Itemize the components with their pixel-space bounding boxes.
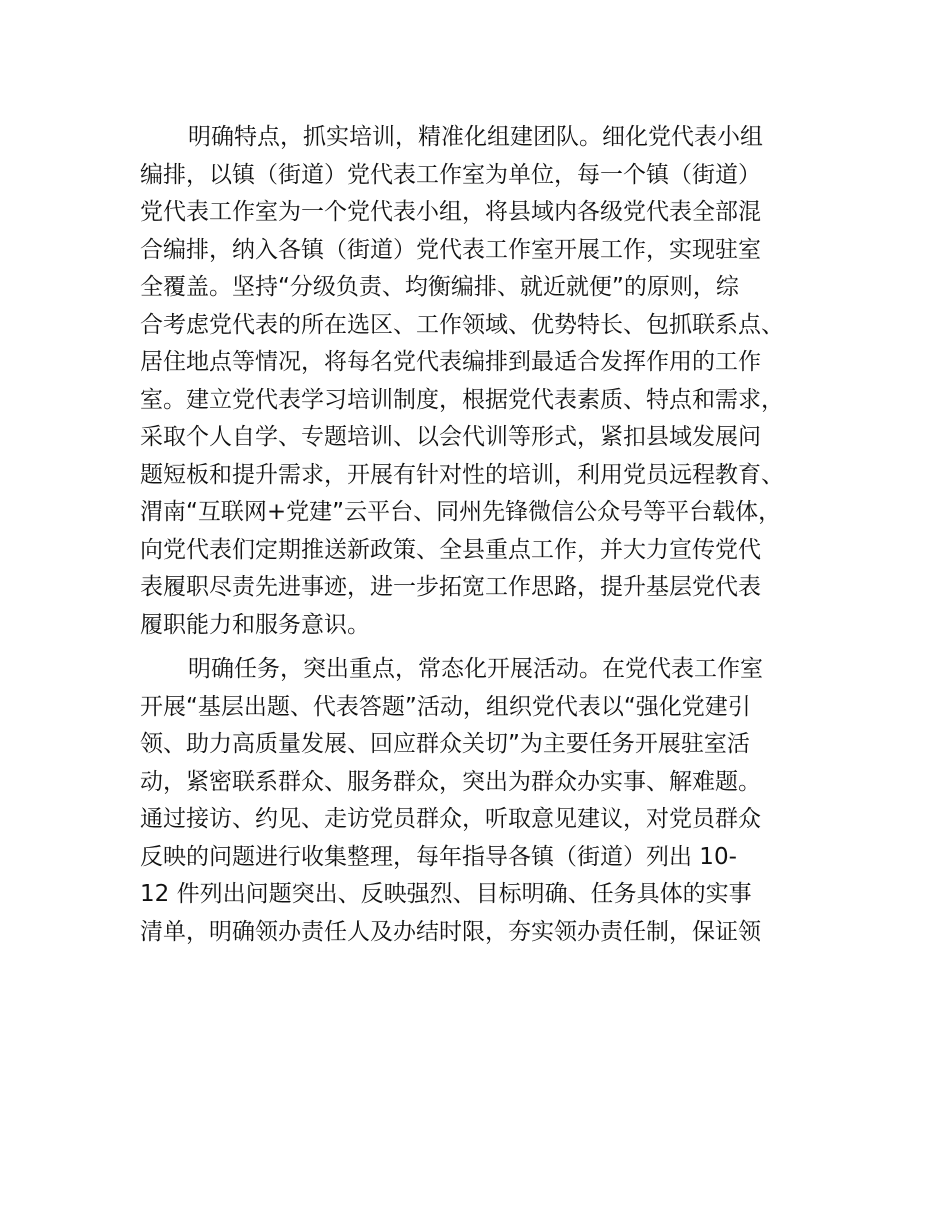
text-line: 室。建立党代表学习培训制度，根据党代表素质、特点和需求，: [140, 386, 784, 413]
text-line: 全覆盖。坚持“分级负责、均衡编排、就近就便”的原则，综: [140, 274, 739, 300]
text-line: 合考虑党代表的所在选区、工作领域、优势特长、包抓联系点、: [140, 311, 784, 338]
text-line: 明确特点，抓实培训，精准化组建团队。细化党代表小组: [188, 124, 763, 150]
text-line: 明确任务，突出重点，常态化开展活动。在党代表工作室: [188, 656, 763, 682]
text-line: 反映的问题进行收集整理，每年指导各镇（街道）列出 10-: [140, 843, 737, 870]
text-line: 履职能力和服务意识。: [140, 611, 370, 638]
text-line: 合编排，纳入各镇（街道）党代表工作室开展工作，实现驻室: [140, 236, 761, 263]
text-line: 清单，明确领办责任人及办结时限，夯实领办责任制，保证领: [140, 918, 761, 945]
paragraph: [140, 119, 830, 644]
text-line: 表履职尽责先进事迹，进一步拓宽工作思路，提升基层党代表: [140, 574, 761, 600]
text-line: 向党代表们定期推送新政策、全县重点工作，并大力宣传党代: [140, 536, 761, 563]
text-line: 题短板和提升需求，开展有针对性的培训，利用党员远程教育、: [140, 461, 784, 488]
document-body: [140, 119, 830, 958]
text-line: 渭南“互联网+党建”云平台、同州先锋微信公众号等平台载体，: [140, 499, 782, 525]
text-line: 采取个人自学、专题培训、以会代训等形式，紧扣县域发展问: [140, 424, 761, 450]
text-line: 通过接访、约见、走访党员群众，听取意见建议，对党员群众: [140, 806, 761, 832]
text-line: 居住地点等情况，将每名党代表编排到最适合发挥作用的工作: [140, 349, 761, 375]
paragraph: [140, 651, 830, 951]
text-line: 开展“基层出题、代表答题”活动，组织党代表以“强化党建引: [140, 693, 751, 720]
text-line: 编排，以镇（街道）党代表工作室为单位，每一个镇（街道）: [140, 161, 761, 188]
text-line: 领、助力高质量发展、回应群众关切”为主要任务开展驻室活: [140, 731, 750, 757]
text-line: 党代表工作室为一个党代表小组，将县域内各级党代表全部混: [140, 199, 761, 225]
text-line: 12 件列出问题突出、反映强烈、目标明确、任务具体的实事: [140, 881, 752, 907]
text-line: 动，紧密联系群众、服务群众，突出为群众办实事、解难题。: [140, 768, 761, 795]
